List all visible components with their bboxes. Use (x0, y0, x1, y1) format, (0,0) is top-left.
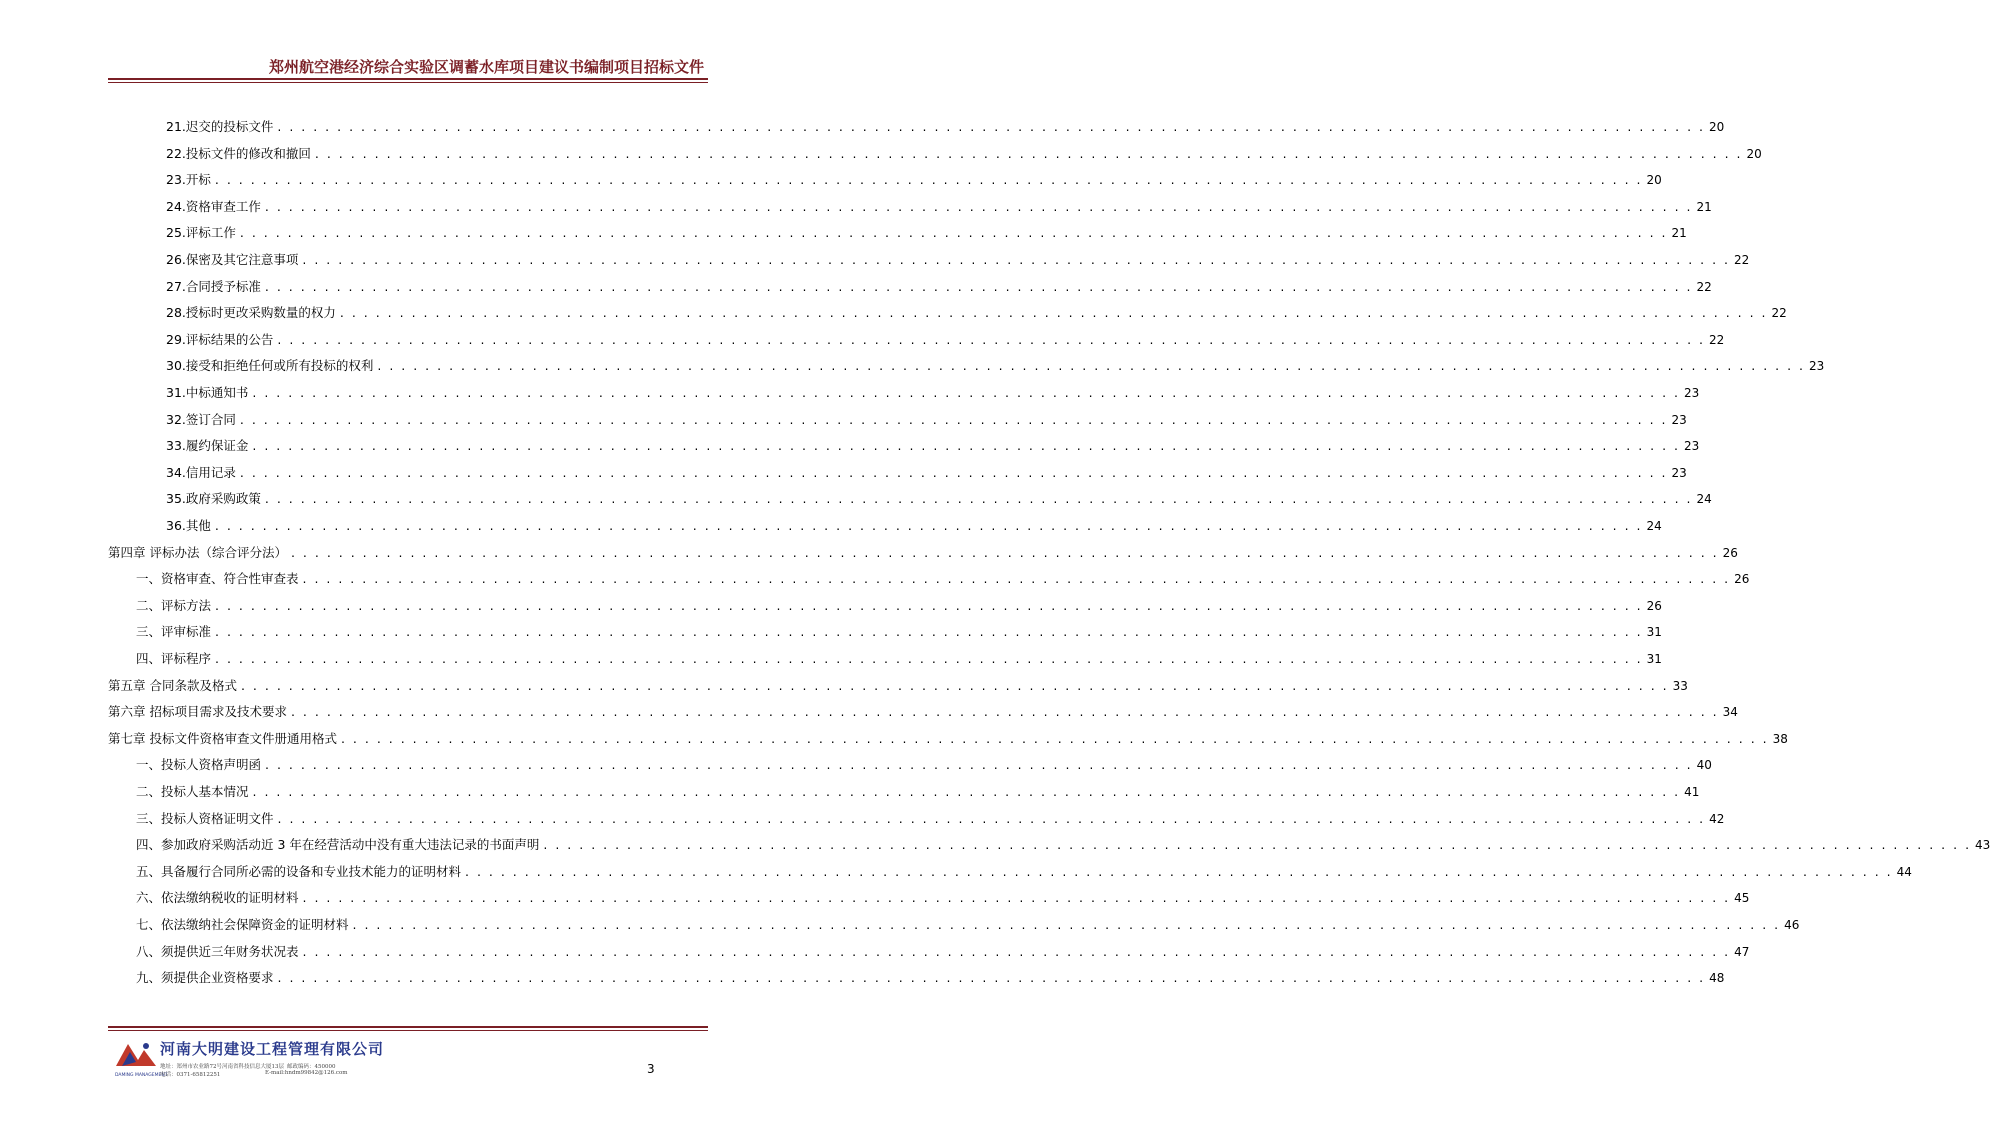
toc-entry-page: 45 (1734, 891, 1750, 906)
footer-rule (108, 1026, 708, 1028)
toc-entry-label: 第七章 投标文件资格审查文件册通用格式 (108, 730, 337, 746)
toc-entry-label: 25.评标工作 (166, 225, 236, 241)
toc-entry-label: 23.开标 (166, 172, 211, 188)
toc-entry[interactable] (136, 835, 1990, 855)
toc-entry-page: 22 (1771, 306, 1787, 321)
toc-entry[interactable] (166, 117, 1725, 137)
toc-entry-page: 22 (1696, 279, 1712, 294)
toc-entry[interactable] (108, 702, 1738, 722)
toc-entry-page: 44 (1896, 864, 1912, 879)
toc-entry[interactable] (166, 383, 1700, 403)
toc-entry[interactable] (136, 862, 1912, 882)
toc-entry-page: 23 (1684, 439, 1700, 454)
toc-entry-label: 21.迟交的投标文件 (166, 119, 274, 134)
toc-entry-label: 七、依法缴纳社会保障资金的证明材料 (136, 917, 349, 932)
document-title: 郑州航空港经济综合实验区调蓄水库项目建议书编制项目招标文件 (268, 58, 704, 76)
toc-entry-label: 29.评标结果的公告 (166, 331, 274, 347)
toc-entry-page: 31 (1646, 652, 1662, 666)
toc-entry[interactable] (166, 356, 1825, 376)
toc-leader-dots: . . . . . . . . . . . . . . . . . . . . . . . . . . . . . . . . . . . . . . . . . . . . . . . . . . . . . . . . . . . . . . . . . . . . . . . . . . . . . . . . . . . . . . . . . . . . . . . . . . . . . . . . . . . . . . . . . . . . . . . . (215, 624, 1643, 640)
toc-entry-page: 20 (1709, 120, 1725, 134)
company-address: 地址：郑州市农业路72号河南省科技信息大厦13层 (160, 1064, 284, 1070)
toc-leader-dots: . . . . . . . . . . . . . . . . . . . . . . . . . . . . . . . . . . . . . . . . . . . . . . . . . . . . . . . . . . . . . . . . . . . . . . . . . . . . . . . . . . . . . . . . . . . . . . . . . . . . . . . . . . . . . . . . . . . . . . . . (252, 784, 1681, 799)
toc-entry[interactable] (166, 516, 1662, 536)
toc-entry-label: 八、须提供近三年财务状况表 (136, 943, 299, 959)
company-name: 河南大明建设工程管理有限公司 (160, 1040, 385, 1058)
toc-leader-dots: . . . . . . . . . . . . . . . . . . . . . . . . . . . . . . . . . . . . . . . . . . . . . . . . . . . . . . . . . . . . . . . . . . . . . . . . . . . . . . . . . . . . . . . . . . . . . . . . . . . . . . . . . . . . . . . . . . . . . . . . (239, 411, 1668, 427)
toc-leader-dots: . . . . . . . . . . . . . . . . . . . . . . . . . . . . . . . . . . . . . . . . . . . . . . . . . . . . . . . . . . . . . . . . . . . . . . . . . . . . . . . . . . . . . . . . . . . . . . . . . . . . . . . . . . . . . . . . . . . . . . . . (302, 890, 1731, 906)
toc-leader-dots: . . . . . . . . . . . . . . . . . . . . . . . . . . . . . . . . . . . . . . . . . . . . . . . . . . . . . . . . . . . . . . . . . . . . . . . . . . . . . . . . . . . . . . . . . . . . . . . . . . . . . . . . . . . . . . . . . . . . . . . . (543, 837, 1972, 853)
toc-entry-label: 三、投标人资格证明文件 (136, 810, 274, 826)
toc-entry-page: 46 (1784, 918, 1800, 932)
toc-leader-dots: . . . . . . . . . . . . . . . . . . . . . . . . . . . . . . . . . . . . . . . . . . . . . . . . . . . . . . . . . . . . . . . . . . . . . . . . . . . . . . . . . . . . . . . . . . . . . . . . . . . . . . . . . . . . . . . . . . . . . . . . (252, 385, 1681, 400)
toc-entry-label: 34.信用记录 (166, 464, 236, 480)
toc-entry[interactable] (136, 809, 1725, 829)
toc-entry-page: 24 (1646, 519, 1662, 533)
toc-entry-label: 33.履约保证金 (166, 438, 249, 454)
toc-entry-page: 31 (1646, 625, 1662, 640)
toc-entry-label: 26.保密及其它注意事项 (166, 252, 299, 267)
toc-leader-dots: . . . . . . . . . . . . . . . . . . . . . . . . . . . . . . . . . . . . . . . . . . . . . . . . . . . . . . . . . . . . . . . . . . . . . . . . . . . . . . . . . . . . . . . . . . . . . . . . . . . . . . . . . . . . . . . . . . . . . . . . (290, 544, 1719, 560)
company-email: E-mail:hndm99842@126.com (265, 1070, 348, 1076)
page-number: 3 (647, 1062, 655, 1076)
toc-leader-dots: . . . . . . . . . . . . . . . . . . . . . . . . . . . . . . . . . . . . . . . . . . . . . . . . . . . . . . . . . . . . . . . . . . . . . . . . . . . . . . . . . . . . . . . . . . . . . . . . . . . . . . . . . . . . . . . . . . . . . . . . (264, 278, 1693, 294)
toc-entry-page: 22 (1709, 332, 1725, 347)
toc-entry-label: 五、具备履行合同所必需的设备和专业技术能力的证明材料 (136, 863, 462, 879)
toc-leader-dots: . . . . . . . . . . . . . . . . . . . . . . . . . . . . . . . . . . . . . . . . . . . . . . . . . . . . . . . . . . . . . . . . . . . . . . . . . . . . . . . . . . . . . . . . . . . . . . . . . . . . . . . . . . . . . . . . . . . . . . . . (252, 438, 1681, 454)
toc-leader-dots: . . . . . . . . . . . . . . . . . . . . . . . . . . . . . . . . . . . . . . . . . . . . . . . . . . . . . . . . . . . . . . . . . . . . . . . . . . . . . . . . . . . . . . . . . . . . . . . . . . . . . . . . . . . . . . . . . . . . . . . . (215, 651, 1643, 666)
toc-leader-dots: . . . . . . . . . . . . . . . . . . . . . . . . . . . . . . . . . . . . . . . . . . . . . . . . . . . . . . . . . . . . . . . . . . . . . . . . . . . . . . . . . . . . . . . . . . . . . . . . . . . . . . . . . . . . . . . . . . . . . . . . (265, 757, 1693, 773)
toc-entry-page: 40 (1696, 758, 1712, 773)
toc-entry-label: 六、依法缴纳税收的证明材料 (136, 890, 299, 906)
header-rule (108, 78, 708, 80)
toc-leader-dots: . . . . . . . . . . . . . . . . . . . . . . . . . . . . . . . . . . . . . . . . . . . . . . . . . . . . . . . . . . . . . . . . . . . . . . . . . . . . . . . . . . . . . . . . . . . . . . . . . . . . . . . . . . . . . . . . . . . . . . . . (239, 225, 1668, 241)
toc-entry-page: 23 (1671, 412, 1687, 427)
toc-leader-dots: . . . . . . . . . . . . . . . . . . . . . . . . . . . . . . . . . . . . . . . . . . . . . . . . . . . . . . . . . . . . . . . . . . . . . . . . . . . . . . . . . . . . . . . . . . . . . . . . . . . . . . . . . . . . . . . . . . . . . . . . (339, 305, 1768, 321)
toc-entry-label: 24.资格审查工作 (166, 198, 261, 214)
toc-leader-dots: . . . . . . . . . . . . . . . . . . . . . . . . . . . . . . . . . . . . . . . . . . . . . . . . . . . . . . . . . . . . . . . . . . . . . . . . . . . . . . . . . . . . . . . . . . . . . . . . . . . . . . . . . . . . . . . . . . . . . . . . (214, 518, 1643, 533)
company-phone: 电话：0371-65812251 (160, 1072, 221, 1078)
toc-leader-dots: . . . . . . . . . . . . . . . . . . . . . . . . . . . . . . . . . . . . . . . . . . . . . . . . . . . . . . . . . . . . . . . . . . . . . . . . . . . . . . . . . . . . . . . . . . . . . . . . . . . . . . . . . . . . . . . . . . . . . . . . (277, 970, 1706, 986)
toc-entry[interactable] (166, 250, 1750, 270)
toc-leader-dots: . . . . . . . . . . . . . . . . . . . . . . . . . . . . . . . . . . . . . . . . . . . . . . . . . . . . . . . . . . . . . . . . . . . . . . . . . . . . . . . . . . . . . . . . . . . . . . . . . . . . . . . . . . . . . . . . . . . . . . . . (302, 943, 1731, 959)
toc-entry-page: 20 (1746, 146, 1762, 161)
toc-entry-label: 四、评标程序 (136, 651, 212, 666)
toc-entry-label: 第四章 评标办法（综合评分法） (108, 544, 287, 560)
toc-entry[interactable] (166, 330, 1725, 350)
toc-leader-dots: . . . . . . . . . . . . . . . . . . . . . . . . . . . . . . . . . . . . . . . . . . . . . . . . . . . . . . . . . . . . . . . . . . . . . . . . . . . . . . . . . . . . . . . . . . . . . . . . . . . . . . . . . . . . . . . . . . . . . . . . (277, 331, 1706, 347)
toc-entry-label: 九、须提供企业资格要求 (136, 970, 274, 986)
toc-leader-dots: . . . . . . . . . . . . . . . . . . . . . . . . . . . . . . . . . . . . . . . . . . . . . . . . . . . . . . . . . . . . . . . . . . . . . . . . . . . . . . . . . . . . . . . . . . . . . . . . . . . . . . . . . . . . . . . . . . . . . . . . (290, 704, 1719, 720)
toc-entry[interactable] (136, 569, 1750, 589)
toc-entry-label: 32.签订合同 (166, 411, 236, 427)
toc-entry[interactable] (166, 144, 1762, 164)
toc-leader-dots: . . . . . . . . . . . . . . . . . . . . . . . . . . . . . . . . . . . . . . . . . . . . . . . . . . . . . . . . . . . . . . . . . . . . . . . . . . . . . . . . . . . . . . . . . . . . . . . . . . . . . . . . . . . . . . . . . . . . . . . . (302, 571, 1731, 587)
toc-entry[interactable] (166, 277, 1712, 297)
toc-entry-page: 20 (1646, 173, 1662, 188)
toc-entry-page: 33 (1672, 678, 1688, 693)
company-postcode: 邮政编码：450000 (287, 1064, 336, 1070)
toc-leader-dots: . . . . . . . . . . . . . . . . . . . . . . . . . . . . . . . . . . . . . . . . . . . . . . . . . . . . . . . . . . . . . . . . . . . . . . . . . . . . . . . . . . . . . . . . . . . . . . . . . . . . . . . . . . . . . . . . . . . . . . . . (277, 810, 1706, 826)
toc-entry-page: 22 (1734, 253, 1750, 267)
toc-entry-page: 23 (1809, 359, 1825, 374)
toc-entry[interactable] (136, 968, 1725, 988)
toc-entry[interactable] (166, 436, 1700, 456)
toc-entry-label: 第五章 合同条款及格式 (108, 677, 237, 693)
toc-entry-label: 第六章 招标项目需求及技术要求 (108, 704, 287, 720)
toc-entry[interactable] (166, 463, 1687, 483)
toc-entry[interactable] (166, 303, 1787, 323)
toc-entry-label: 一、资格审查、符合性审查表 (136, 571, 299, 587)
toc-leader-dots: . . . . . . . . . . . . . . . . . . . . . . . . . . . . . . . . . . . . . . . . . . . . . . . . . . . . . . . . . . . . . . . . . . . . . . . . . . . . . . . . . . . . . . . . . . . . . . . . . . . . . . . . . . . . . . . . . . . . . . . . (264, 198, 1693, 214)
toc-entry[interactable] (166, 223, 1687, 243)
toc-entry[interactable] (136, 596, 1662, 616)
toc-entry[interactable] (108, 676, 1688, 696)
toc-entry-page: 23 (1671, 465, 1687, 480)
toc-entry[interactable] (136, 888, 1750, 908)
toc-entry-page: 34 (1722, 705, 1738, 720)
toc-entry-label: 二、投标人基本情况 (136, 784, 249, 799)
toc-leader-dots: . . . . . . . . . . . . . . . . . . . . . . . . . . . . . . . . . . . . . . . . . . . . . . . . . . . . . . . . . . . . . . . . . . . . . . . . . . . . . . . . . . . . . . . . . . . . . . . . . . . . . . . . . . . . . . . . . . . . . . . . (277, 119, 1706, 134)
toc-entry-label: 30.接受和拒绝任何或所有投标的权利 (166, 358, 374, 374)
toc-entry[interactable] (166, 197, 1712, 217)
toc-entry-page: 21 (1671, 226, 1687, 241)
toc-entry-label: 35.政府采购政策 (166, 491, 261, 507)
toc-entry-page: 43 (1975, 838, 1990, 853)
toc-entry[interactable] (136, 915, 1800, 935)
toc-entry-label: 一、投标人资格声明函 (136, 757, 262, 773)
toc-entry-page: 26 (1722, 545, 1738, 560)
toc-entry[interactable] (166, 489, 1712, 509)
toc-leader-dots: . . . . . . . . . . . . . . . . . . . . . . . . . . . . . . . . . . . . . . . . . . . . . . . . . . . . . . . . . . . . . . . . . . . . . . . . . . . . . . . . . . . . . . . . . . . . . . . . . . . . . . . . . . . . . . . . . . . . . . . . (240, 677, 1669, 693)
toc-entry-page: 26 (1646, 598, 1662, 613)
toc-leader-dots: . . . . . . . . . . . . . . . . . . . . . . . . . . . . . . . . . . . . . . . . . . . . . . . . . . . . . . . . . . . . . . . . . . . . . . . . . . . . . . . . . . . . . . . . . . . . . . . . . . . . . . . . . . . . . . . . . . . . . . . . (314, 145, 1743, 161)
toc-entry-label: 四、参加政府采购活动近 3 年在经营活动中没有重大违法记录的书面声明 (136, 837, 540, 853)
header-rule-thin (108, 82, 708, 83)
toc-entry[interactable] (166, 170, 1662, 190)
toc-entry-page: 47 (1734, 944, 1750, 959)
toc-leader-dots: . . . . . . . . . . . . . . . . . . . . . . . . . . . . . . . . . . . . . . . . . . . . . . . . . . . . . . . . . . . . . . . . . . . . . . . . . . . . . . . . . . . . . . . . . . . . . . . . . . . . . . . . . . . . . . . . . . . . . . . . (215, 597, 1643, 613)
toc-entry-page: 42 (1709, 811, 1725, 826)
toc-leader-dots: . . . . . . . . . . . . . . . . . . . . . . . . . . . . . . . . . . . . . . . . . . . . . . . . . . . . . . . . . . . . . . . . . . . . . . . . . . . . . . . . . . . . . . . . . . . . . . . . . . . . . . . . . . . . . . . . . . . . . . . . (239, 464, 1668, 480)
toc-entry[interactable] (108, 543, 1738, 563)
toc-entry-page: 41 (1684, 785, 1700, 799)
toc-entry-label: 二、评标方法 (136, 597, 212, 613)
toc-entry[interactable] (136, 755, 1712, 775)
toc-leader-dots: . . . . . . . . . . . . . . . . . . . . . . . . . . . . . . . . . . . . . . . . . . . . . . . . . . . . . . . . . . . . . . . . . . . . . . . . . . . . . . . . . . . . . . . . . . . . . . . . . . . . . . . . . . . . . . . . . . . . . . . . (465, 863, 1893, 879)
toc-entry-label: 22.投标文件的修改和撤回 (166, 145, 311, 161)
svg-text:DAMING MANAGEMENT: DAMING MANAGEMENT (115, 1073, 168, 1078)
toc-entry-label: 36.其他 (166, 518, 211, 533)
toc-leader-dots: . . . . . . . . . . . . . . . . . . . . . . . . . . . . . . . . . . . . . . . . . . . . . . . . . . . . . . . . . . . . . . . . . . . . . . . . . . . . . . . . . . . . . . . . . . . . . . . . . . . . . . . . . . . . . . . . . . . . . . . . (214, 172, 1643, 188)
toc-leader-dots: . . . . . . . . . . . . . . . . . . . . . . . . . . . . . . . . . . . . . . . . . . . . . . . . . . . . . . . . . . . . . . . . . . . . . . . . . . . . . . . . . . . . . . . . . . . . . . . . . . . . . . . . . . . . . . . . . . . . . . . . (264, 491, 1693, 507)
footer-rule-thin (108, 1030, 708, 1031)
toc-entry-label: 三、评审标准 (136, 624, 212, 640)
toc-leader-dots: . . . . . . . . . . . . . . . . . . . . . . . . . . . . . . . . . . . . . . . . . . . . . . . . . . . . . . . . . . . . . . . . . . . . . . . . . . . . . . . . . . . . . . . . . . . . . . . . . . . . . . . . . . . . . . . . . . . . . . . . (377, 358, 1806, 374)
toc-entry[interactable] (136, 942, 1750, 962)
toc-entry-page: 48 (1709, 971, 1725, 986)
toc-entry-label: 28.授标时更改采购数量的权力 (166, 305, 336, 321)
toc-entry-label: 31.中标通知书 (166, 385, 249, 400)
toc-entry-label: 27.合同授予标准 (166, 278, 261, 294)
toc-entry[interactable] (136, 649, 1662, 669)
toc-entry-page: 38 (1772, 731, 1788, 746)
toc-entry-page: 24 (1696, 492, 1712, 507)
company-logo (112, 1036, 168, 1080)
toc-entry-page: 21 (1696, 199, 1712, 214)
toc-leader-dots: . . . . . . . . . . . . . . . . . . . . . . . . . . . . . . . . . . . . . . . . . . . . . . . . . . . . . . . . . . . . . . . . . . . . . . . . . . . . . . . . . . . . . . . . . . . . . . . . . . . . . . . . . . . . . . . . . . . . . . . . (340, 730, 1769, 746)
toc-entry[interactable] (108, 729, 1788, 749)
toc-leader-dots: . . . . . . . . . . . . . . . . . . . . . . . . . . . . . . . . . . . . . . . . . . . . . . . . . . . . . . . . . . . . . . . . . . . . . . . . . . . . . . . . . . . . . . . . . . . . . . . . . . . . . . . . . . . . . . . . . . . . . . . . (352, 917, 1781, 932)
toc-entry-page: 26 (1734, 572, 1750, 587)
toc-leader-dots: . . . . . . . . . . . . . . . . . . . . . . . . . . . . . . . . . . . . . . . . . . . . . . . . . . . . . . . . . . . . . . . . . . . . . . . . . . . . . . . . . . . . . . . . . . . . . . . . . . . . . . . . . . . . . . . . . . . . . . . . (302, 252, 1731, 267)
toc-entry[interactable] (166, 410, 1687, 430)
toc-entry[interactable] (136, 782, 1700, 802)
toc-entry-page: 23 (1684, 386, 1700, 400)
toc-entry[interactable] (136, 622, 1662, 642)
